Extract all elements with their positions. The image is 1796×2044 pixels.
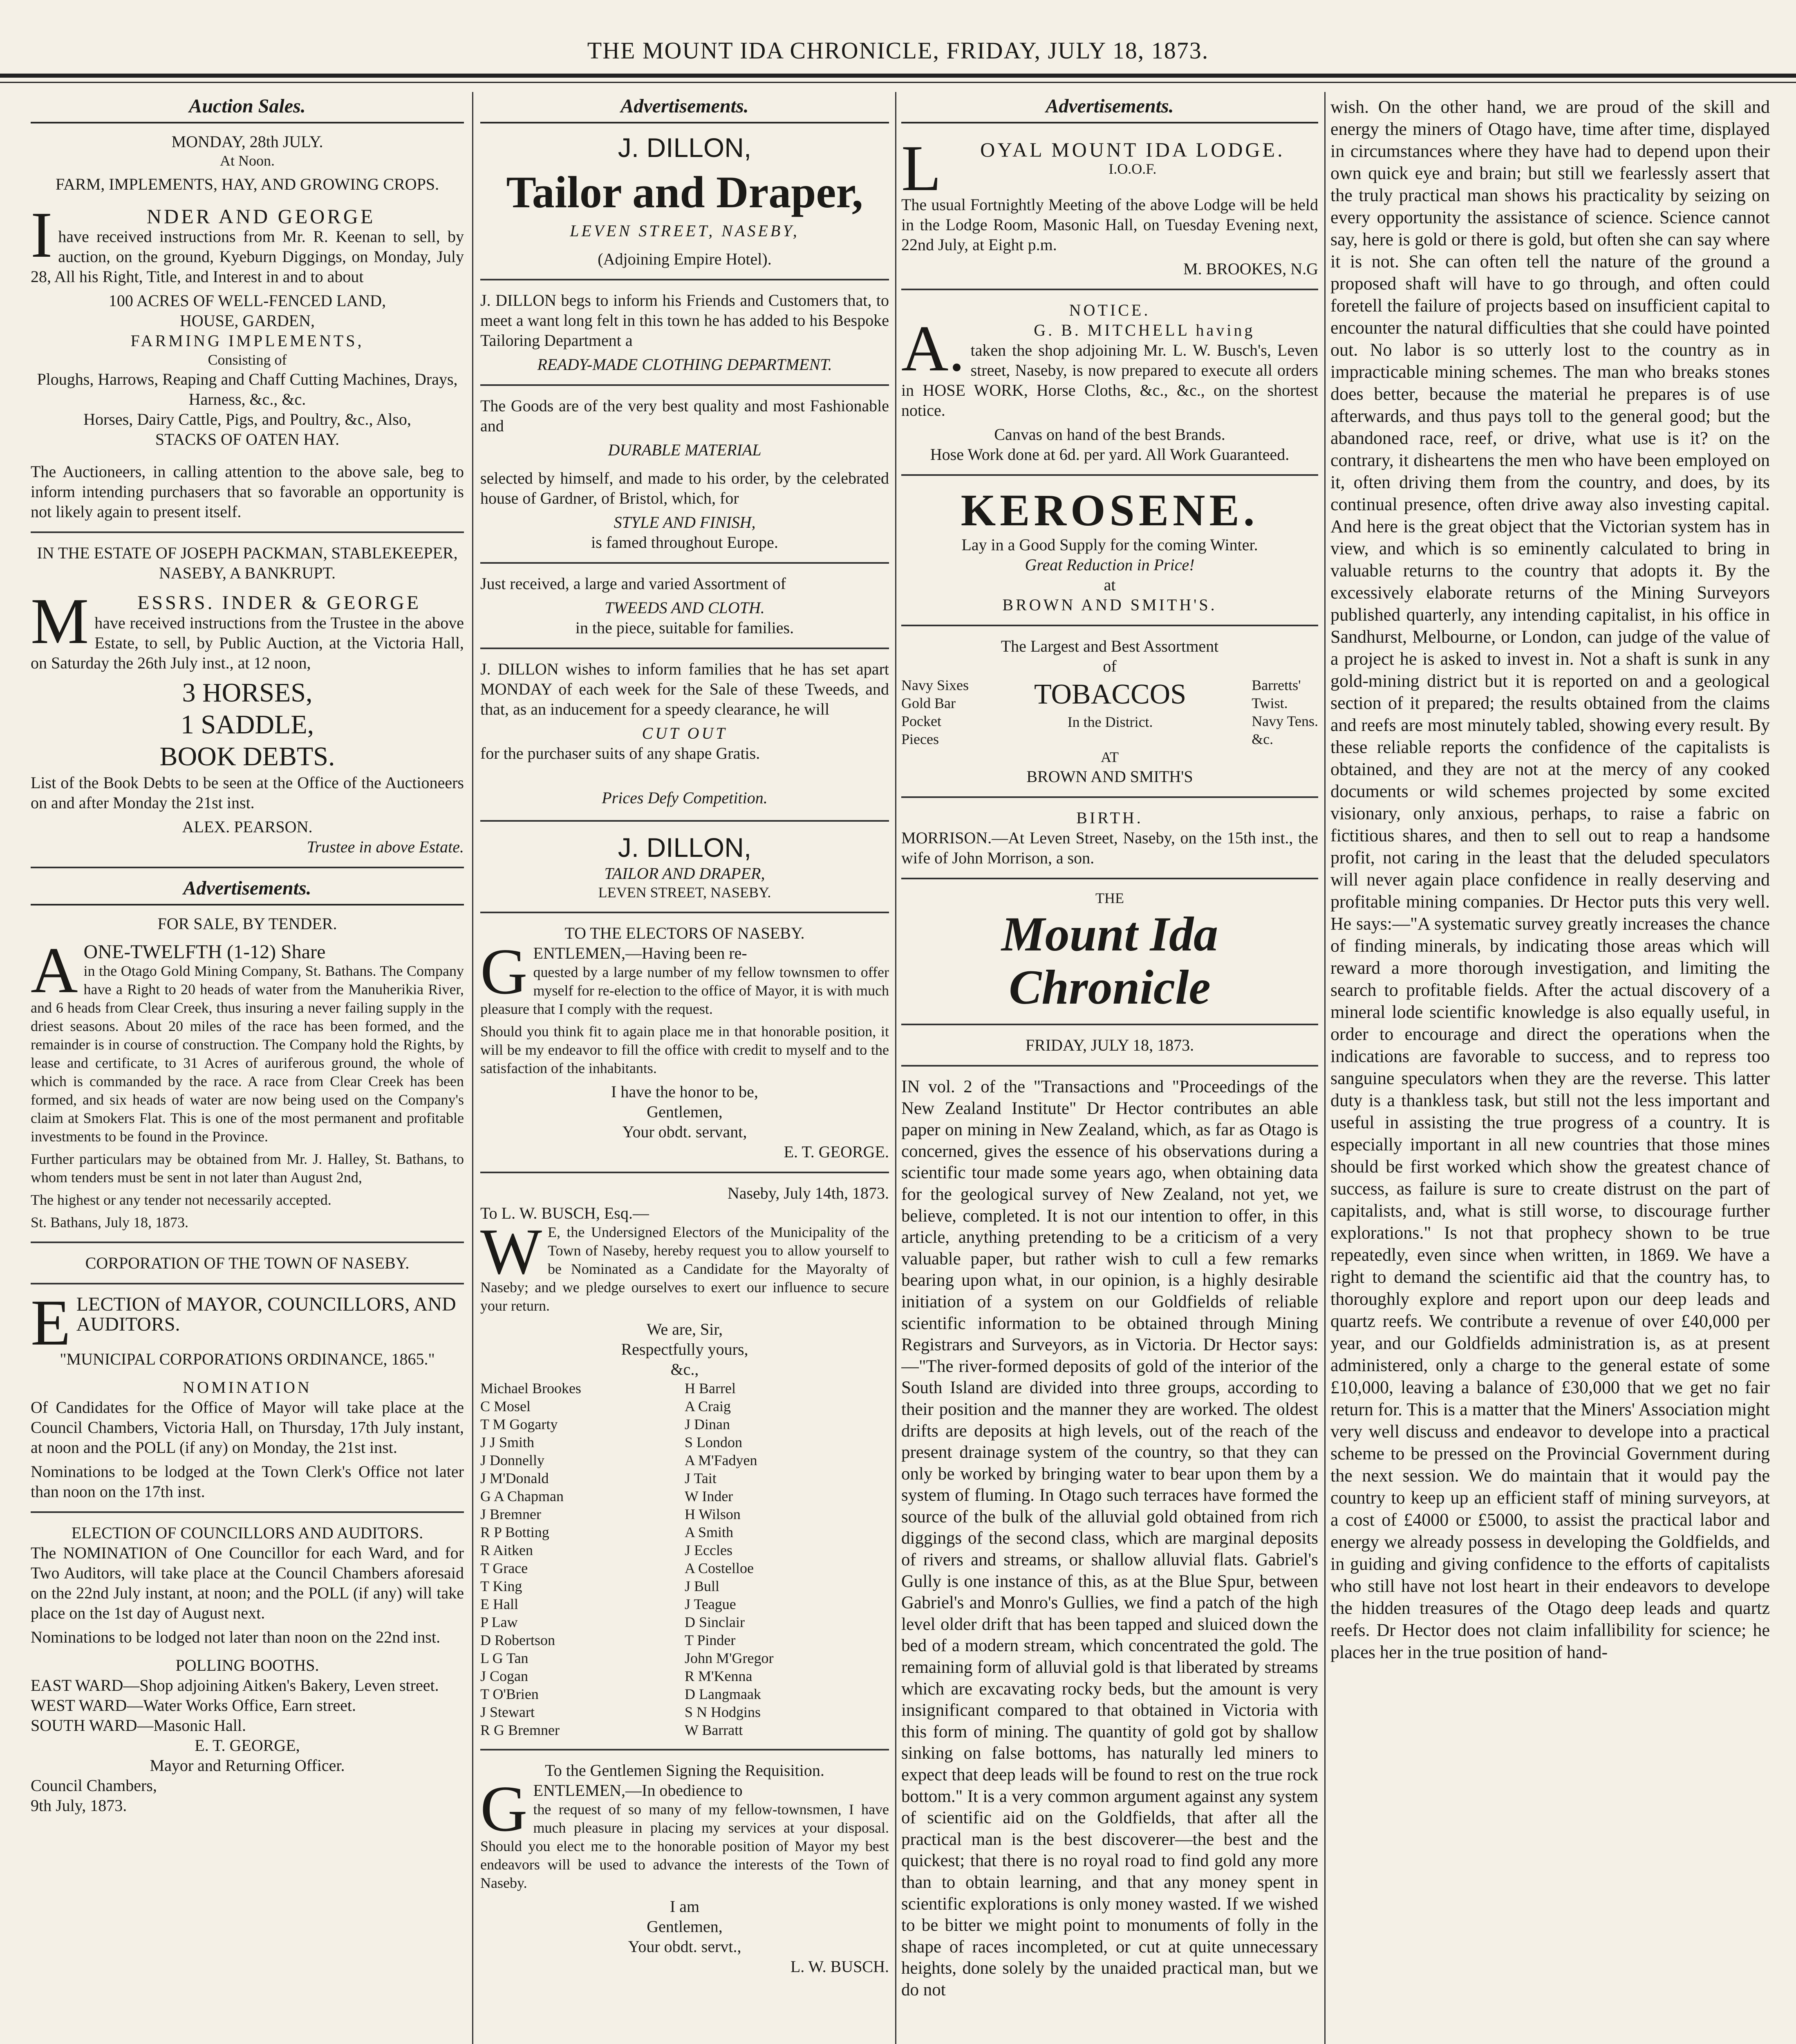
ad-body: J. DILLON begs to inform his Friends and Customers that, to meet a want long felt in this town he has added to his Bespoke Tailoring Department a	[480, 291, 889, 350]
divider	[31, 531, 464, 533]
lot-line: Ploughs, Harrows, Reaping and Chaff Cutting Machines, Drays, Harness, &c., &c.	[37, 370, 458, 408]
advertiser-location: (Adjoining Empire Hotel).	[598, 250, 772, 268]
lodge-order: I.O.O.F.	[1109, 161, 1157, 177]
divider	[31, 867, 464, 868]
drop-cap: M	[31, 585, 89, 657]
column-divider	[472, 92, 473, 2044]
birth-notice: MORRISON.—At Leven Street, Naseby, on the 15th inst., the wife of John Morrison, a son.	[901, 829, 1318, 867]
lot-line: STACKS OF OATEN HAY.	[155, 430, 340, 448]
notice-title: To the Gentlemen Signing the Requisition.	[545, 1761, 824, 1780]
notice-head: ONE-TWELFTH (1-12) Share	[83, 941, 326, 963]
auction-notice	[31, 198, 464, 287]
ad-body: J. DILLON wishes to inform families that he has set apart MONDAY of each week for the Sale of these Tweeds, and that, as an inducement for a speedy clearance, he will	[480, 660, 889, 718]
tobacco-brand: Pocket	[901, 713, 941, 729]
lot-line: 100 ACRES OF WELL-FENCED LAND,	[108, 291, 386, 310]
requisition-body: E, the Undersigned Electors of the Municipality of the Town of Naseby, hereby request you to allow yourself to be Nominated as a Candidate for the Mayoralty of Naseby; and we pledge ourselves to exert our influence to secure your return.	[480, 1224, 889, 1314]
place-date: 9th July, 1873.	[31, 1796, 127, 1815]
divider	[480, 820, 889, 822]
signatory: J Tait	[685, 1470, 717, 1486]
signatory: Michael Brookes	[480, 1380, 581, 1396]
divider	[480, 279, 889, 280]
signatory: J Dinan	[685, 1416, 730, 1432]
place-date: Naseby, July 14th, 1873.	[727, 1184, 889, 1202]
lot-item: 1 SADDLE,	[180, 710, 314, 740]
signatory: J Cogan	[480, 1668, 528, 1684]
tobacco-right	[1252, 676, 1318, 748]
signatory: D Langmaak	[685, 1686, 761, 1702]
corporation-title: CORPORATION OF THE TOWN OF NASEBY.	[85, 1254, 410, 1272]
divider	[901, 289, 1318, 290]
signatory: G A Chapman	[480, 1488, 564, 1504]
tobacco-brand: &c.	[1252, 731, 1274, 747]
notice-head: ENTLEMEN,—In obedience to	[533, 1781, 743, 1800]
closing: Gentlemen,	[647, 1917, 723, 1936]
drop-cap: W	[480, 1215, 542, 1288]
tobacco-left	[901, 676, 969, 748]
signatory: J Donnelly	[480, 1452, 544, 1468]
column-2	[480, 96, 889, 2044]
ad-feature: TWEEDS AND CLOTH.	[605, 598, 765, 617]
signatory: H Barrel	[685, 1380, 736, 1396]
busch-reply	[480, 1772, 889, 1892]
signatory: R Aitken	[480, 1542, 533, 1558]
tobacco-brand: Twist.	[1252, 695, 1288, 711]
notice-body: the request of so many of my fellow-townsmen, I have much pleasure in placing my services at your disposal. Should you elect me to the honorable position of Mayor my best endeavors will be used to advance the interests of the Town of Naseby.	[480, 1801, 889, 1891]
signatory: R P Botting	[480, 1524, 549, 1540]
signatory: W Barratt	[685, 1722, 743, 1738]
divider	[480, 384, 889, 386]
nomination-heading: NOMINATION	[183, 1378, 312, 1396]
tobacco-brand: Pieces	[901, 731, 939, 747]
ad-body: Just received, a large and varied Assortment of	[480, 574, 786, 593]
divider	[480, 912, 889, 913]
lot-line: HOUSE, GARDEN,	[180, 312, 315, 330]
lot-line: Consisting of	[208, 352, 287, 368]
drop-cap: A.	[901, 312, 965, 385]
notice-body: The usual Fortnightly Meeting of the above Lodge will be held in the Lodge Room, Masonic Hall, on Tuesday Evening next, 22nd July, at Eight p.m.	[901, 195, 1318, 254]
advertiser-street: LEVEN STREET, NASEBY,	[570, 222, 799, 240]
signatory: L G Tan	[480, 1650, 528, 1666]
lot-line: FARMING IMPLEMENTS,	[130, 332, 364, 350]
signatory: T M Gogarty	[480, 1416, 558, 1432]
nomination-lodge: Nominations to be lodged at the Town Clerk's Office not later than noon on the 17th inst.	[31, 1462, 464, 1501]
signatory: A Costelloe	[685, 1560, 754, 1576]
masthead-rule	[0, 74, 1796, 78]
notice-body: quested by a large number of my fellow townsmen to offer myself for re-election to the office of Mayor, it is with much pleasure that I comply with the request.	[480, 964, 889, 1017]
drop-cap: I	[31, 198, 53, 271]
section-heading: Advertisements.	[901, 96, 1318, 123]
place: Council Chambers,	[31, 1776, 157, 1795]
lot-item: 3 HORSES,	[182, 678, 313, 708]
election-lodge: Nominations to be lodged not later than noon on the 22nd inst.	[31, 1628, 441, 1646]
editorial-text: IN vol. 2 of the "Transactions and "Proceedings of the New Zealand Institute" Dr Hector contributes an able paper on mining in New Zealand, which, as far as Otago is concerned, gives the essence of his observations during a scientific tour made some years ago, when obtaining data for the geological survey of New Zealand, not yet, we believe, completed. It is not our intention to offer, in this article, anything pretending to be a criticism of a very valuable paper, but rather wish to cull a few remarks bearing upon what, in our opinion, is a highly desirable initiation of a system on our Goldfields of reliable scientific information to be obtained through Mining Registrars and Surveyors, as in Victoria. Dr Hector says:—"The river-formed deposits of gold of the interior of the South Island are divided into three groups, according to their position and the manner they are worked. The oldest drifts are deposits at high levels, out of the reach of the present drainage system of the country, so that they can only be worked by bringing water to bear upon them by a system of fluming. In Otago such terraces have formed the source of the bulk of the alluvial gold obtained from rich diggings of the second class, which are marginal deposits of rivers and streams, or shallow alluvial flats. Gabriel's Gully is one instance of this, as at the Blue Spur, between Gabriel's and Monro's Gullies, we find a patch of the high level older drift that has been tapped and sluiced down the bed of a modern stream, which concentrated the gold. The remaining form of alluvial gold is that liberated by streams which are excavating rocky beds, but the amount is very insignificant compared to that obtained in Victoria with this form of mining. The quantity of gold got by shallow sinking on false bottoms, has naturally led miners to expect that deep leads will be found to rest on the true rock bottom." It is a very common argument against any system of scientific aid on the Goldfields, that after all the practical man is the best discoverer—the best and the quickest; that there is no royal road to find gold any more than to obtain learning, and that any money spent in scientific explorations is only money wasted. If we wished to be bitter we might point to monuments of folly in the shape of races incompleted, or cut at quite unnecessary heights, done solely by the unaided practical man, but we do not	[901, 1077, 1318, 1999]
ad-body: in the piece, suitable for families.	[575, 619, 794, 637]
election-body: The NOMINATION of One Councillor for each Ward, and for Two Auditors, will take place at the Council Chambers aforesaid on the 22nd July instant, at noon; and the POLL (if any) will take place on the 1st day of August next.	[31, 1544, 464, 1622]
signatory: J Bull	[685, 1578, 720, 1594]
ad-feature: CUT OUT	[642, 724, 728, 742]
closing: I am	[670, 1897, 700, 1916]
signatory: A Craig	[685, 1398, 731, 1414]
column-divider	[1324, 92, 1326, 2044]
signatory: C Mosel	[480, 1398, 531, 1414]
tender-title: FOR SALE, BY TENDER.	[157, 914, 337, 933]
signatory: T Grace	[480, 1560, 528, 1576]
closing: Respectfully yours,	[621, 1340, 748, 1358]
ward-south: SOUTH WARD—Masonic Hall.	[31, 1716, 246, 1735]
notice-head: ESSRS. INDER & GEORGE	[137, 592, 421, 614]
closing: We are, Sir,	[646, 1320, 723, 1338]
paper-date: FRIDAY, JULY 18, 1873.	[1025, 1036, 1194, 1054]
signatory: R G Bremner	[480, 1722, 560, 1738]
notice-body: Should you think fit to again place me in that honorable position, it will be my endeavor to fill the office with credit to myself and to the satisfaction of the inhabitants.	[480, 1023, 889, 1076]
signatory: A M'Fadyen	[685, 1452, 757, 1468]
closing: &c.,	[670, 1360, 699, 1378]
ad-body: for the purchaser suits of any shape Gratis.	[480, 744, 760, 762]
divider	[31, 1511, 464, 1513]
ad-body: The Goods are of the very best quality and most Fashionable and	[480, 397, 889, 435]
polling-heading: POLLING BOOTHS.	[175, 1656, 319, 1674]
ad-line: Great Reduction in Price!	[1025, 556, 1195, 574]
section-heading: Advertisements.	[31, 878, 464, 905]
column-3	[901, 96, 1318, 2044]
nomination-body: Of Candidates for the Office of Mayor will take place at the Council Chambers, Victoria Hall, on Thursday, 17th July instant, at noon and the POLL (if any) on Monday, the 21st inst.	[31, 1398, 464, 1457]
book-debts-note: List of the Book Debts to be seen at the Office of the Auctioneers on and after Monday the 21st inst.	[31, 773, 464, 812]
signatory: D Robertson	[480, 1632, 555, 1648]
section-heading: Advertisements.	[480, 96, 889, 123]
ward-east: EAST WARD—Shop adjoining Aitken's Bakery, Leven street.	[31, 1676, 439, 1694]
column-4	[1330, 96, 1770, 2044]
drop-cap: E	[31, 1286, 71, 1359]
notice-body: have received instructions from the Trustee in the above Estate, to sell, by Public Auction, at the Victoria Hall, on Saturday the 26th July inst., at 12 noon,	[31, 614, 464, 672]
george-letter	[480, 935, 889, 1018]
notice-head: LECTION of MAYOR, COUNCILLORS, AND AUDITORS.	[76, 1293, 456, 1335]
sale-date: MONDAY, 28th JULY.	[171, 132, 323, 151]
signatory: W Inder	[685, 1488, 733, 1504]
tender-notice	[31, 934, 464, 1146]
ad-line: AT	[1101, 749, 1119, 765]
estate-notice	[31, 585, 464, 673]
notice-body: taken the shop adjoining Mr. L. W. Busch's, Leven street, Naseby, is now prepared to execute all orders in HOSE WORK, Horse Cloths, &c., &c., on the shortest notice.	[901, 341, 1318, 419]
notice-head: G. B. MITCHELL having	[1034, 321, 1255, 339]
advertiser-name: J. DILLON,	[618, 832, 752, 863]
signatory: A Smith	[685, 1524, 734, 1540]
ad-line: The Largest and Best Assortment	[1001, 637, 1219, 655]
signatory: S London	[685, 1434, 743, 1450]
closing: Gentlemen,	[647, 1103, 723, 1121]
closing: Your obdt. servant,	[622, 1123, 747, 1141]
notice-line: Hose Work done at 6d. per yard. All Work Guaranteed.	[930, 445, 1290, 464]
tender-highest: The highest or any tender not necessarily accepted.	[31, 1192, 331, 1208]
signatory: D Sinclair	[685, 1614, 745, 1630]
divider	[31, 1242, 464, 1243]
signature: ALEX. PEARSON.	[182, 818, 313, 836]
ad-feature: DURABLE MATERIAL	[608, 441, 761, 459]
lot-item: BOOK DEBTS.	[159, 742, 335, 771]
divider	[480, 648, 889, 649]
advertiser-name: J. DILLON,	[618, 132, 752, 163]
advertiser-trade: Tailor and Draper,	[506, 167, 863, 217]
divider	[901, 474, 1318, 476]
tobacco-brand: Navy Tens.	[1252, 713, 1318, 729]
signature: L. W. BUSCH.	[790, 1957, 889, 1976]
signature: E. T. GEORGE,	[195, 1736, 300, 1755]
paper-title: Mount Ida Chronicle	[1001, 907, 1218, 1014]
signatory: J Teague	[685, 1596, 736, 1612]
signatory: J Stewart	[480, 1704, 535, 1720]
addressee: To L. W. BUSCH, Esq.—	[480, 1204, 649, 1222]
mitchell-notice	[901, 312, 1318, 420]
ad-body: selected by himself, and made to his order, by the celebrated house of Gardner, of Bristol, which, for	[480, 469, 889, 507]
column-1	[31, 96, 464, 2044]
divider	[901, 1065, 1318, 1067]
column-divider	[895, 92, 896, 2044]
estate-title: IN THE ESTATE OF JOSEPH PACKMAN, STABLEKEEPER, NASEBY, A BANKRUPT.	[37, 544, 458, 582]
signature: E. T. GEORGE.	[784, 1143, 889, 1161]
advertiser-street: LEVEN STREET, NASEBY.	[598, 884, 771, 901]
ad-slogan: Prices Defy Competition.	[602, 789, 768, 807]
divider	[31, 1283, 464, 1284]
notice-body: have received instructions from Mr. R. Keenan to sell, by auction, on the ground, Kyeburn Diggings, on Monday, July 28, All his Right, Title, and Interest in and to about	[31, 227, 464, 286]
divider	[901, 625, 1318, 626]
signatories-list	[480, 1379, 889, 1739]
signature: M. BROOKES, N.G	[1183, 260, 1318, 278]
signatory: J M'Donald	[480, 1470, 549, 1486]
signature-title: Trustee in above Estate.	[307, 838, 464, 856]
tobacco-brand: Navy Sixes	[901, 677, 969, 693]
divider	[901, 878, 1318, 879]
birth-heading: BIRTH.	[1076, 809, 1143, 827]
signatory: T O'Brien	[480, 1686, 539, 1702]
tender-more: Further particulars may be obtained from Mr. J. Halley, St. Bathans, to whom tenders must be sent in not later than August 2nd,	[31, 1151, 464, 1186]
signatory: T Pinder	[685, 1632, 736, 1648]
ad-merchant: BROWN AND SMITH'S.	[1002, 596, 1217, 614]
signature-title: Mayor and Returning Officer.	[150, 1756, 345, 1775]
divider	[480, 562, 889, 564]
notice-title: TO THE ELECTORS OF NASEBY.	[564, 924, 805, 942]
drop-cap: G	[480, 1772, 528, 1845]
tobacco-center	[1034, 676, 1186, 748]
drop-cap: L	[901, 132, 941, 204]
drop-cap: A	[31, 934, 78, 1006]
notice-head: ENTLEMEN,—Having been re-	[533, 944, 747, 962]
notice-title: NOTICE.	[1069, 301, 1151, 319]
sale-title: FARM, IMPLEMENTS, HAY, AND GROWING CROPS.	[55, 175, 439, 193]
notice-head: NDER AND GEORGE	[146, 205, 376, 228]
lot-line: Horses, Dairy Cattle, Pigs, and Poultry, &c., Also,	[83, 410, 411, 428]
tobacco-ad	[901, 676, 1318, 748]
ad-merchant: BROWN AND SMITH'S	[1026, 767, 1193, 786]
tobacco-title: TOBACCOS	[1034, 679, 1187, 710]
ward-west: WEST WARD—Water Works Office, Earn street.	[31, 1696, 356, 1715]
divider	[480, 1749, 889, 1750]
ad-line: at	[1104, 576, 1116, 594]
signatory: John M'Gregor	[685, 1650, 774, 1666]
divider	[901, 1024, 1318, 1025]
ad-line: of	[1103, 657, 1117, 675]
signatory: J Bremner	[480, 1506, 541, 1522]
tobacco-brand: Gold Bar	[901, 695, 956, 711]
masthead: THE MOUNT IDA CHRONICLE, FRIDAY, JULY 18, 1873.	[587, 37, 1209, 64]
ad-feature: STYLE AND FINISH,	[614, 513, 756, 531]
closing: I have the honor to be,	[611, 1083, 758, 1101]
signatory: J J Smith	[480, 1434, 535, 1450]
tender-date: St. Bathans, July 18, 1873.	[31, 1214, 189, 1230]
election-heading: ELECTION OF COUNCILLORS AND AUDITORS.	[71, 1524, 423, 1542]
ad-line: Lay in a Good Supply for the coming Winter.	[961, 536, 1258, 554]
tobacco-subtitle: In the District.	[1067, 714, 1153, 730]
advertiser-trade: TAILOR AND DRAPER,	[604, 864, 765, 883]
signatory: S N Hodgins	[685, 1704, 761, 1720]
paper-the: THE	[1095, 890, 1124, 906]
divider	[480, 1172, 889, 1173]
notice-head: OYAL MOUNT IDA LODGE.	[980, 138, 1285, 161]
signatory: P Law	[480, 1614, 518, 1630]
notice-body: in the Otago Gold Mining Company, St. Bathans. The Company have a Right to 20 heads of water from the Manuherikia River, and 6 heads from Clear Creek, thus insuring a never failing supply in the driest seasons. About 20 miles of the race has been formed, and the remainder is in course of construction. The Company hold the Rights, by lease and certificate, to 31 Acres of auriferous ground, the whole of which is commanded by the race. A race from Clear Creek has been formed, and six heads of water are now being used on the Company's claim at Smokers Flat. This is one of the most permanent and profitable investments to be found in the Province.	[31, 963, 464, 1145]
divider	[901, 796, 1318, 798]
section-heading: Auction Sales.	[31, 96, 464, 123]
auctioneer-note: The Auctioneers, in calling attention to the above sale, beg to inform intending purchasers that so favorable an opportunity is not likely again to present itself.	[31, 462, 464, 521]
ad-body: is famed throughout Europe.	[591, 533, 778, 551]
kerosene-title: KEROSENE.	[961, 485, 1259, 535]
signatory: E Hall	[480, 1596, 518, 1612]
masthead-rule-thin	[0, 82, 1796, 83]
tobacco-brand: Barretts'	[1252, 677, 1301, 693]
sale-time: At Noon.	[220, 152, 275, 169]
signatory: R M'Kenna	[685, 1668, 752, 1684]
ad-feature: READY-MADE CLOTHING DEPARTMENT.	[537, 355, 832, 374]
signatory: T King	[480, 1578, 522, 1594]
signatory: J Eccles	[685, 1542, 732, 1558]
editorial-text-continued: wish. On the other hand, we are proud of the skill and energy the miners of Otago have, time after time, displayed in circumstances where they have had to depend upon their own quick eye and brain; but still we fearlessly assert that the truly practical man shows his practicality by seizing on every opportunity the assistance of science. Science cannot say, here is gold or there is gold, but often she can say where it is not. She can often tell the nature of the ground a proposed shaft will have to go through, and often could foretell the failure of projects based on insufficient capital to encounter the natural difficulties that she could have pointed out. No labor is so utterly lost to the country as in impracticable mining schemes. The man who breaks stones does better, because the material he prepares is of use afterwards, and thus pays toll to the general good; but the abandoned race, reef, or drive, what use is it? on the contrary, it disheartens the men who have been employed on it, often driving them from the country, and does, by its continual presence, often drive away also investing capital. And here is the great object that the Victorian system has in view, and which is so eminently calculated to bring in valuable returns to the country that adopts it. By the excessively elaborate returns of the Mining Surveyors published quarterly, any intending capitalist, in his office in Sandhurst, Melbourne, or London, can judge of the value of a project he is asked to invest in. Not a shaft is sunk in any gold-mining district but it is reported on and a geological section of it prepared; the results obtained from the claims and reefs are most minutely tabled, showing every result. By these reliable reports the confidence of the capitalists is obtained, and they are not at the mercy of any cooked documents or wild schemes projected by some excited visionary, only anxious, perhaps, to raise a fabric on fictitious shares, and then to sell out to reap a handsome profit, not caring in the least that the deluded speculators will never again place confidence in really deserving and profitable mining companies. Dr Hector puts this very well. He says:—"A systematic survey greatly increases the chance of finding minerals, by indicating those areas which will reward a more thorough investigation, and limiting the search to profitable fields. After the actual discovery of a mineral lode scientific knowledge is also equally useful, in order to encourage and direct the operations when the indications are favorable to success, and to repress too sanguine speculators when they are the reverse. This latter duty is a thankless task, but still not the less important and useful in assisting the true progress of a country. It is especially important in all new countries that those mines should be first worked which show the greatest chance of success, as failure is sure to create distrust on the part of capitalists, and, what is still worse, to discourage further explorations." Is not that prophecy shown to be true repeatedly, even since when written, in 1869. We have a right to demand the scientific aid that the country has, to thoroughly explore and report upon our deep leads and quartz reefs. We contribute a revenue of over £40,000 per year, and our Goldfields administration is, as at present administered, only a charge to the general estate of some £10,000, leaving a balance of £30,000 that we get no fair return for. This is a matter that the Miners' Association might very well discuss and endeavor to develope into a practical scheme to be pressed on the Provincial Government during the next session. We do maintain that it would pay the country to keep up an efficient staff of mining surveyors, at a cost of £4000 or £5000, to assist the practical labor and energy we already possess in developing the Goldfields, and in guiding and giving confidence to the efforts of capitalists who still have not lost heart in their endeavors to develope the hidden treasures of the Otago deep leads and quartz reefs. Dr Hector does not claim infallibility for science; he places her in the true position of hand-	[1330, 97, 1770, 1662]
lodge-notice	[901, 132, 1318, 204]
signatory: H Wilson	[685, 1506, 741, 1522]
ordinance-title: "MUNICIPAL CORPORATIONS ORDINANCE, 1865."	[60, 1350, 435, 1368]
drop-cap: G	[480, 935, 528, 1008]
requisition	[480, 1215, 889, 1315]
notice-line: Canvas on hand of the best Brands.	[994, 425, 1225, 444]
closing: Your obdt. servt.,	[628, 1937, 741, 1956]
